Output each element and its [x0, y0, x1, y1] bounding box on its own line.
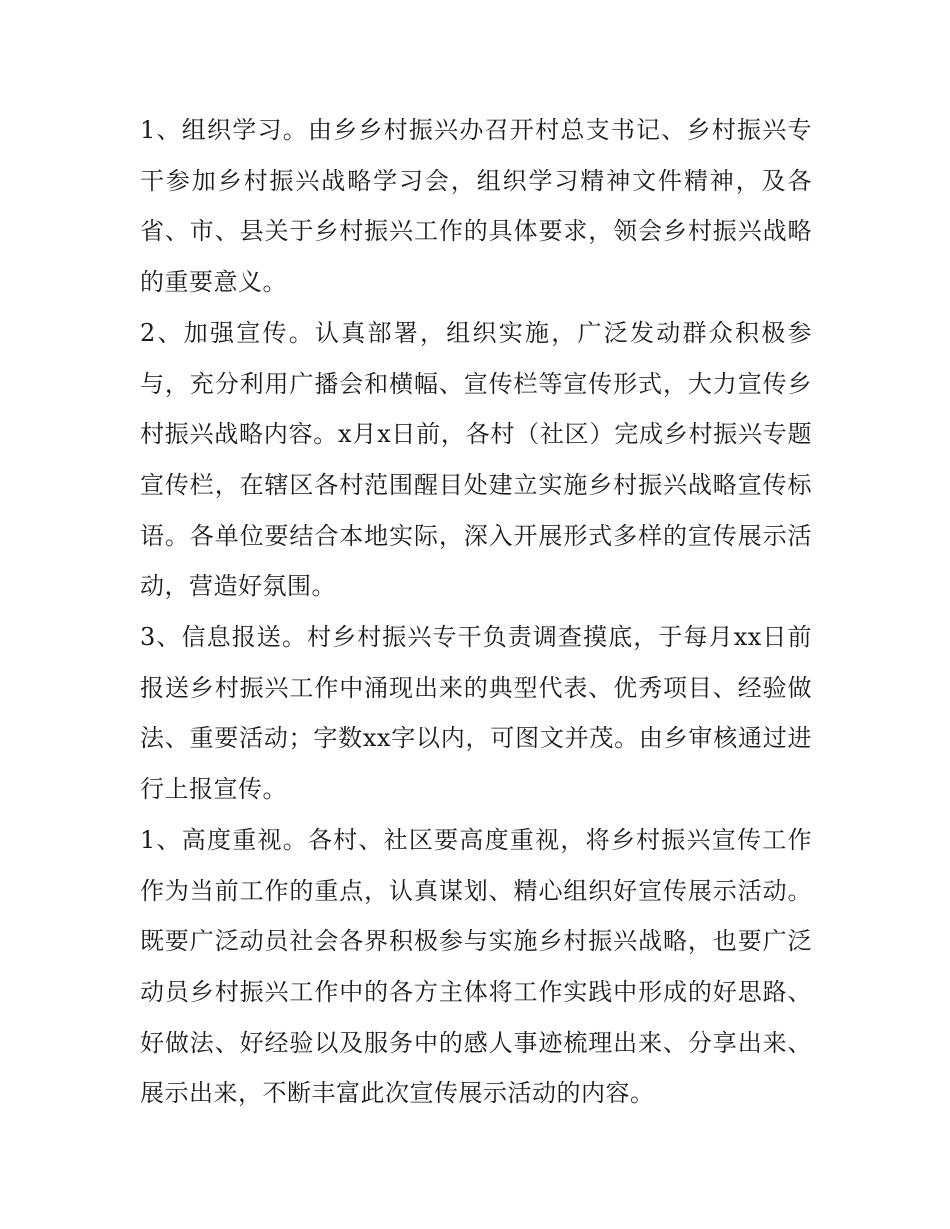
- paragraph-high-attention: 1、高度重视。各村、社区要高度重视，将乡村振兴宣传工作作为当前工作的重点，认真谋划、精心组织好宣传展示活动。既要广泛动员社会各界积极参与实施乡村振兴战略，也要广泛动员乡村振兴工作中的各方主体将工作实践中形成的好思路、好做法、好经验以及服务中的感人事迹梳理出来、分享出来、展示出来，不断丰富此次宣传展示活动的内容。: [140, 825, 812, 1108]
- document-body: [140, 105, 812, 1119]
- paragraph-strengthen-publicity: 2、加强宣传。认真部署，组织实施，广泛发动群众积极参与，充分利用广播会和横幅、宣传栏等宣传形式，大力宣传乡村振兴战略内容。x月x日前，各村（社区）完成乡村振兴专题宣传栏，在辖区各村范围醒目处建立实施乡村振兴战略宣传标语。各单位要结合本地实际，深入开展形式多样的宣传展示活动，营造好氛围。: [140, 318, 812, 601]
- paragraph-organize-study: 1、组织学习。由乡乡村振兴办召开村总支书记、乡村振兴专干参加乡村振兴战略学习会，组织学习精神文件精神，及各省、市、县关于乡村振兴工作的具体要求，领会乡村振兴战略的重要意义。: [140, 116, 812, 297]
- paragraph-information-reporting: 3、信息报送。村乡村振兴专干负责调查摸底，于每月xx日前报送乡村振兴工作中涌现出来的典型代表、优秀项目、经验做法、重要活动；字数xx字以内，可图文并茂。由乡审核通过进行上报宣传。: [140, 623, 812, 804]
